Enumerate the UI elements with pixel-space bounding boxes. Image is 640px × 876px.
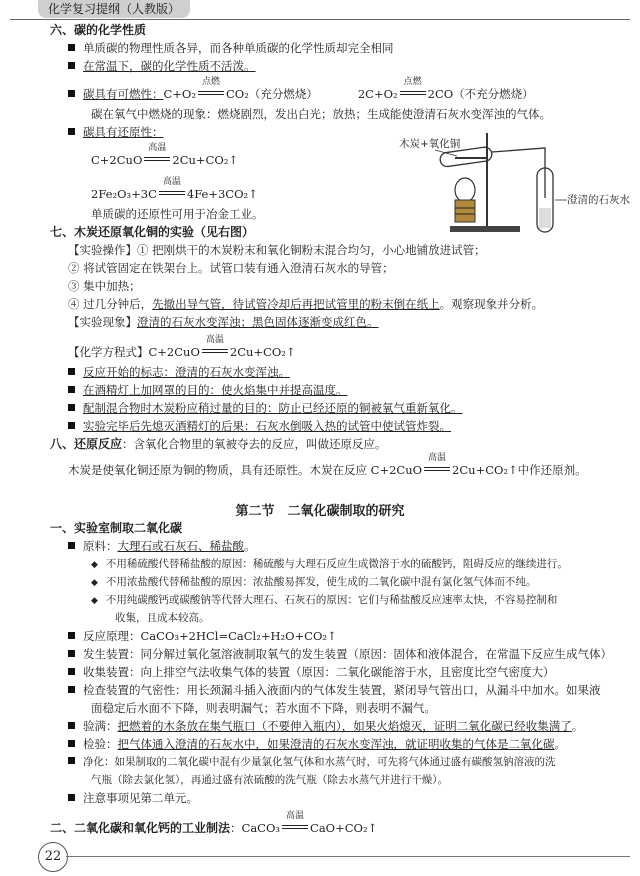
- r8-text: 注意事项见第二单元。: [83, 791, 198, 805]
- eq-left: 2C+O₂: [357, 87, 398, 101]
- eq-condition: [422, 453, 452, 480]
- r5-text: 把燃着的木条放在集气瓶口（不要伸入瓶内），如果火焰熄灭，证明二氧化碳已经收集满了: [117, 719, 572, 733]
- cond-text: 点燃: [403, 77, 422, 87]
- bullet-square-icon: [68, 668, 75, 675]
- sec2-diamond-3b: 收集，且成本较高。: [115, 612, 210, 624]
- eq-left: C+O₂: [163, 87, 196, 101]
- page-number: 22: [38, 842, 68, 872]
- eq-right: 4Fe+3CO₂↑: [186, 187, 258, 201]
- bullet-square-icon: [68, 90, 75, 97]
- s7-equation: [68, 335, 296, 362]
- bullet-square-icon: [68, 386, 75, 393]
- sec2-r4: [68, 682, 601, 698]
- sec2-r3: [68, 664, 555, 680]
- phenomenon-text: 澄清的石灰水变浑浊；黑色固体逐渐变成红色。: [137, 315, 379, 329]
- s6-eq-2: [91, 177, 258, 204]
- sec2-heading-2: [50, 811, 378, 838]
- eq-condition: [142, 143, 172, 170]
- bullet-square-icon: [68, 794, 75, 801]
- cond-text: 高温: [286, 811, 305, 821]
- eq-bar: [424, 467, 450, 471]
- r4-text: 检查装置的气密性：用长颈漏斗插入液面内的气体发生装置，紧闭导气管出口，从漏斗中加水。如果液: [83, 683, 601, 697]
- diagram-label-limewater: 澄清的石灰水: [567, 194, 630, 206]
- s8-paragraph: [68, 453, 587, 480]
- r6-end: 。: [554, 737, 566, 751]
- r1-text: 反应原理：CaCO₃+2HCl=CaCl₂+H₂O+CO₂↑: [83, 629, 337, 643]
- bullet-square-icon: [68, 722, 75, 729]
- eq-condition: [398, 77, 428, 104]
- r5-label: 验满：: [83, 719, 118, 733]
- b3-text: 配制混合物时木炭粉应稍过量的目的：防止已经还原的铜被氧气重新氧化。: [83, 401, 463, 415]
- sec2-r5: [68, 718, 583, 734]
- s7-op-2: ② 将试管固定在铁架台上。试管口装有通入澄清石灰水的导管；: [68, 261, 394, 275]
- diamond-bullet-icon: ◆: [91, 596, 98, 606]
- op4-suffix: 。观察现象并分析。: [439, 297, 544, 311]
- raw-end: 。: [244, 539, 256, 553]
- section-2-title: 第二节 二氧化碳制取的研究: [235, 504, 405, 519]
- bullet-square-icon: [68, 542, 75, 549]
- section-6-heading: 六、碳的化学性质: [50, 23, 147, 37]
- cond-text: 高温: [428, 453, 447, 463]
- op4-underlined: 先撤出导气管，待试管冷却后再把试管里的粉末倒在纸上: [152, 297, 440, 311]
- s6-l3-label: 碳具有可燃性：: [83, 87, 164, 101]
- bullet-square-icon: [68, 650, 75, 657]
- eq-right: CO₂（充分燃烧）: [225, 87, 318, 101]
- s7-bullet-4: [68, 418, 451, 434]
- bullet-square-icon: [68, 740, 75, 747]
- sec2-heading-1: 一、实验室制取二氧化碳: [50, 521, 183, 535]
- s6-l5-text: 碳具有还原性：: [83, 125, 164, 139]
- s7-bullet-3: [68, 400, 463, 416]
- r7-text: 净化：如果制取的二氧化碳中混有少量氯化氢气体和水蒸气时，可先将气体通过盛有碳酸氢钠溶液的洗: [83, 756, 556, 768]
- sec2-diamond-2: [91, 574, 536, 591]
- sec2-r2: [68, 646, 612, 662]
- s7-bullet-2: [68, 382, 348, 398]
- raw-label: 原料：: [83, 539, 118, 553]
- s6-line-2: [68, 58, 256, 74]
- s8-heading-text: 八、还原反应: [50, 437, 123, 451]
- s6-line-1: [68, 40, 394, 56]
- bullet-square-icon: [68, 404, 75, 411]
- eq-condition: [280, 811, 310, 838]
- section-7-heading: 七、木炭还原氧化铜的实验（见右图）: [50, 225, 255, 239]
- r6-label: 检验：: [83, 737, 118, 751]
- eq-bar: [144, 157, 170, 161]
- r3-text: 收集装置：向上排空气法收集气体的装置（原因：二氧化碳能溶于水，且密度比空气密度大）: [83, 665, 555, 679]
- eq-condition: [200, 335, 230, 362]
- bullet-square-icon: [68, 757, 75, 764]
- s6-line-3: [68, 77, 534, 104]
- eq-bar: [282, 825, 308, 829]
- eq-right: 2Cu+CO₂↑: [229, 345, 296, 359]
- eq-bar: [400, 91, 426, 95]
- s6-line-6: 单质碳的还原性可用于冶金工业。: [91, 207, 264, 221]
- eq-condition: [157, 177, 187, 204]
- eq-left: C+2CuO: [91, 153, 143, 167]
- phenomenon-label: 【实验现象】: [68, 315, 137, 329]
- eq-left: 【化学方程式】C+2CuO: [68, 345, 200, 359]
- eq-bar: [159, 191, 185, 195]
- sec2-diamond-3: [91, 592, 557, 609]
- eq-condition: [196, 77, 226, 104]
- bullet-square-icon: [68, 62, 75, 69]
- s7-bullet-1: [68, 364, 290, 380]
- diagram-label-reactants: 木炭+氧化铜: [399, 138, 461, 150]
- d2-text: 不用浓盐酸代替稀盐酸的原因：浓盐酸易挥发，使生成的二氧化碳中混有氯化氢气体而不纯。: [105, 576, 537, 588]
- sec2-r7: [68, 754, 556, 770]
- cond-text: 高温: [148, 143, 167, 153]
- eq-right: 2CO（不充分燃烧）: [427, 87, 534, 101]
- sec2-diamond-1: [91, 556, 568, 573]
- eq-left: ：CaCO₃: [230, 821, 281, 835]
- s8-def: ：含氧化合物里的氧被夺去的反应，叫做还原反应。: [122, 437, 387, 451]
- d1-text: 不用稀硫酸代替稀盐酸的原因：稀硫酸与大理石反应生成微溶于水的硫酸钙，阻碍反应的继续进行。: [105, 558, 568, 570]
- s7-op-4: [68, 296, 543, 312]
- footer-rule: [66, 856, 630, 857]
- section-8-heading: [50, 436, 387, 452]
- sec2-r7b: 气瓶（除去氯化氢），再通过盛有浓硫酸的洗气瓶（除去水蒸气并进行干燥）。: [91, 774, 448, 786]
- s7-phenomenon: [68, 314, 379, 330]
- diamond-bullet-icon: ◆: [91, 578, 98, 588]
- raw-materials: 大理石或石灰石、稀盐酸: [117, 539, 244, 553]
- bullet-square-icon: [68, 422, 75, 429]
- s7-op-3: ③ 集中加热；: [68, 279, 141, 293]
- s7-op-1: 【实验操作】① 把刚烘干的木炭粉末和氧化铜粉末混合均匀，小心地铺放进试管；: [68, 243, 486, 257]
- eq-right: 2Cu+CO₂↑: [172, 153, 239, 167]
- diamond-bullet-icon: ◆: [91, 560, 98, 570]
- eq-right: CaO+CO₂↑: [310, 821, 378, 835]
- cond-text: 高温: [162, 177, 181, 187]
- bullet-square-icon: [68, 128, 75, 135]
- r5-end: 。: [571, 719, 584, 733]
- s8-p1b: 2Cu+CO₂↑中作还原剂。: [452, 463, 587, 477]
- eq-left: 2Fe₂O₃+3C: [91, 187, 157, 201]
- s8-p1: 木炭是使氧化铜还原为铜的物质，具有还原性。木炭在反应 C+2CuO: [68, 463, 423, 477]
- sec2-r1: [68, 628, 337, 644]
- bullet-square-icon: [68, 44, 75, 51]
- sec2-raw: [68, 538, 256, 554]
- bullet-square-icon: [68, 686, 75, 693]
- sec2-r4b: 面稳定后水面不下降，则表明漏气；若水面不下降，则表明不漏气。: [91, 701, 436, 715]
- h2-text: 二、二氧化碳和氧化钙的工业制法: [50, 821, 231, 835]
- page-header: [10, 0, 630, 20]
- apparatus-diagram: [395, 128, 635, 238]
- sec2-r6: [68, 736, 566, 752]
- d3-text: 不用纯碳酸钙或碳酸钠等代替大理石、石灰石的原因：它们与稀盐酸反应速率太快，不容易控制和: [105, 594, 558, 606]
- bullet-square-icon: [68, 632, 75, 639]
- r6-text: 把气体通入澄清的石灰水中，如果澄清的石灰水变浑浊，就证明收集的气体是二氧化碳: [117, 737, 555, 751]
- bullet-square-icon: [68, 368, 75, 375]
- s6-line-5: [68, 124, 164, 140]
- eq-bar: [202, 349, 228, 353]
- b4-text: 实验完毕后先熄灭酒精灯的后果：石灰水倒吸入热的试管中使试管炸裂。: [83, 419, 451, 433]
- b1-text: 反应开始的标志：澄清的石灰水变浑浊。: [83, 365, 290, 379]
- r2-text: 发生装置：同分解过氧化氢溶液制取氧气的发生装置（原因：固体和液体混合，在常温下反应生成气体）: [83, 647, 612, 661]
- s6-l1-text: 单质碳的物理性质各异，而各种单质碳的化学性质却完全相同: [83, 41, 394, 55]
- b2-text: 在酒精灯上加网罩的目的：使火焰集中并提高温度。: [83, 383, 348, 397]
- cond-text: 高温: [205, 335, 224, 345]
- s6-l2-text: 在常温下，碳的化学性质不活泼。: [83, 59, 256, 73]
- eq-bar: [198, 91, 224, 95]
- header-title: 化学复习提纲（人教版）: [38, 0, 190, 18]
- s6-line-4: 碳在氧气中燃烧的现象：燃烧剧烈，发出白光；放热；生成能使澄清石灰水变浑浊的气体。: [91, 107, 551, 121]
- cond-text: 点燃: [201, 77, 220, 87]
- sec2-r8: [68, 790, 198, 806]
- s6-eq-1: [91, 143, 239, 170]
- op4-prefix: ④ 过几分钟后，: [68, 297, 153, 311]
